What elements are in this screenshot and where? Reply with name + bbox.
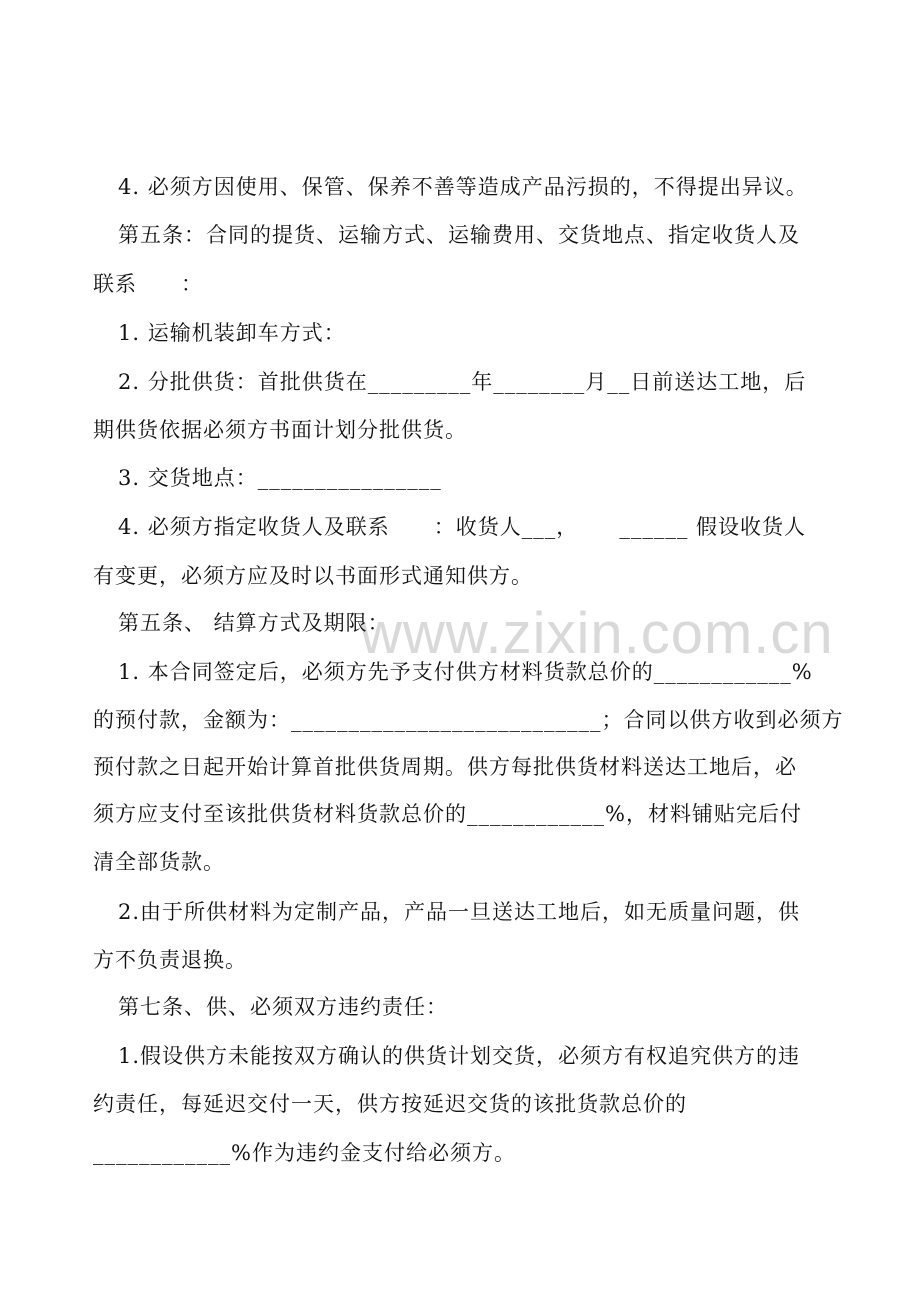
payment-line-4: 须方应支付至该批供货材料货款总价的____________%，材料铺贴完后付 — [93, 802, 802, 826]
article-7-heading: 第七条、供、必须双方违约责任： — [118, 995, 448, 1019]
batch-supply-line-1: 2. 分批供货：首批供货在_________年________月__日前送达工地，后 — [118, 370, 807, 394]
payment-line-2: 的预付款，金额为：___________________________；合同以供方收到必须方 — [93, 708, 844, 732]
batch-supply-line-2: 期供货依据必须方书面计划分批供货。 — [93, 418, 467, 442]
consignee-line-1: 4. 必须方指定收货人及联系 ：收货人___， ______ 假设收货人 — [118, 515, 807, 539]
payment-line-5: 清全部货款。 — [93, 850, 225, 874]
consignee-line-2: 有变更，必须方应及时以书面形式通知供方。 — [93, 564, 533, 588]
delivery-location-line: 3. 交货地点：________________ — [118, 466, 442, 490]
clause-4-paragraph: 4. 必须方因使用、保管、保养不善等造成产品污损的，不得提出异议。 — [118, 175, 808, 199]
article-5-heading-line-2: 联系 ： — [93, 272, 203, 296]
custom-product-line-2: 方不负责退换。 — [93, 948, 247, 972]
transport-method-line: 1. 运输机装卸车方式： — [118, 321, 346, 345]
settlement-heading: 第五条、 结算方式及期限： — [118, 611, 390, 635]
custom-product-line-1: 2.由于所供材料为定制产品，产品一旦送达工地后，如无质量问题，供 — [118, 900, 801, 924]
article-5-heading-line-1: 第五条：合同的提货、运输方式、运输费用、交货地点、指定收货人及 — [118, 223, 800, 247]
breach-line-2: 约责任，每延迟交付一天，供方按延迟交货的该批货款总价的 — [93, 1092, 687, 1116]
breach-line-1: 1.假设供方未能按双方确认的供货计划交货，必须方有权追究供方的违 — [118, 1044, 801, 1068]
payment-line-3: 预付款之日起开始计算首批供货周期。供方每批供货材料送达工地后，必 — [93, 755, 797, 779]
breach-line-3: ____________%作为违约金支付给必须方。 — [93, 1141, 516, 1165]
payment-line-1: 1. 本合同签定后，必须方先予支付供方材料货款总价的____________% — [118, 660, 813, 684]
watermark: www.zixin.com.cn — [360, 601, 834, 666]
